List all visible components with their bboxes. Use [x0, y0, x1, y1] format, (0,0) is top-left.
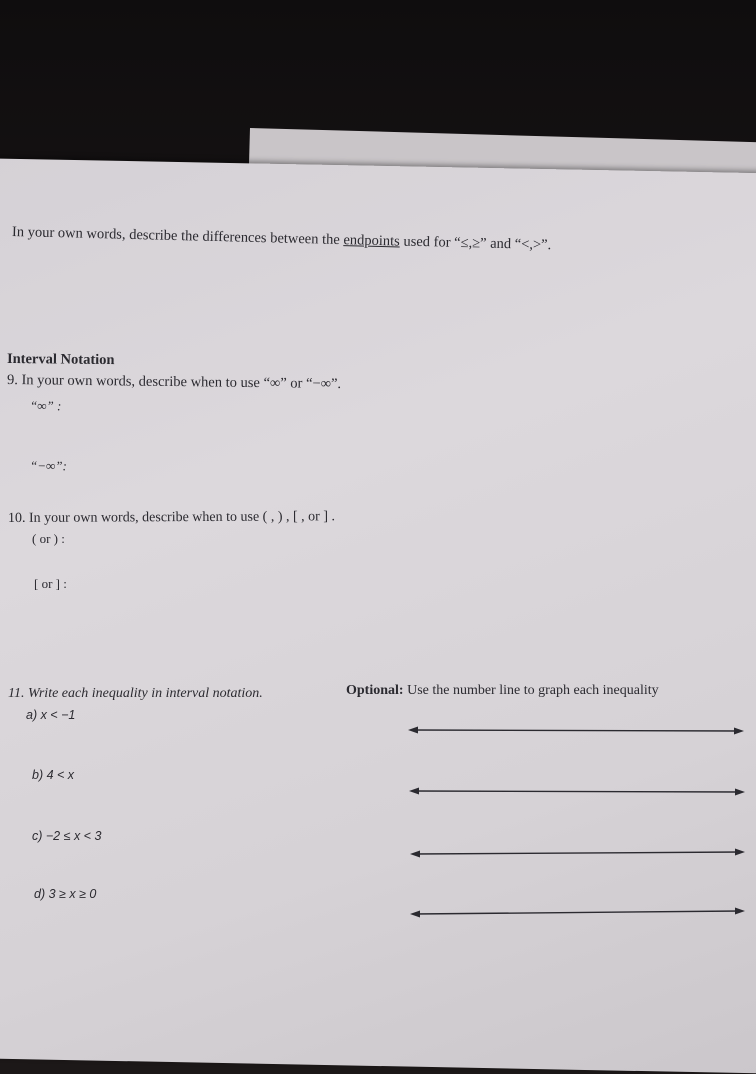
optional-text: Use the number line to graph each inequality	[403, 683, 659, 698]
question-9-infinity-label: “∞” :	[29, 398, 62, 414]
optional-label: Optional:	[346, 683, 404, 698]
section-heading: Interval Notation	[6, 351, 115, 369]
question-10-parenthesis-label: ( or ) :	[32, 531, 65, 546]
underlined-word: endpoints	[343, 232, 400, 250]
inequality-b: b) 4 < x	[32, 768, 75, 782]
optional-instruction	[346, 683, 659, 699]
question-11-prompt: 11. Write each inequality in interval notation.	[8, 686, 263, 701]
number-line-c[interactable]	[410, 849, 745, 858]
inequality-c: c) −2 ≤ x < 3	[32, 829, 102, 843]
question-9-neg-infinity-label: “−∞”:	[29, 458, 67, 474]
endpoints-question	[12, 224, 552, 254]
number-line-a[interactable]	[408, 727, 744, 735]
question-9-prompt: 9. In your own words, describe when to use “∞” or “−∞”.	[6, 372, 342, 393]
question-text: In your own words, describe the differences between the	[11, 224, 344, 249]
number-line-d[interactable]	[410, 908, 745, 918]
inequality-a: a) x < −1	[26, 708, 76, 722]
question-10-prompt: 10. In your own words, describe when to use ( , ) , [ , or ] .	[7, 509, 336, 526]
question-10-bracket-label: [ or ] :	[34, 576, 67, 591]
inequality-d: d) 3 ≥ x ≥ 0	[34, 887, 97, 901]
number-line-b[interactable]	[409, 788, 745, 796]
question-text: used for “≤,≥” and “<,>”.	[399, 233, 552, 254]
